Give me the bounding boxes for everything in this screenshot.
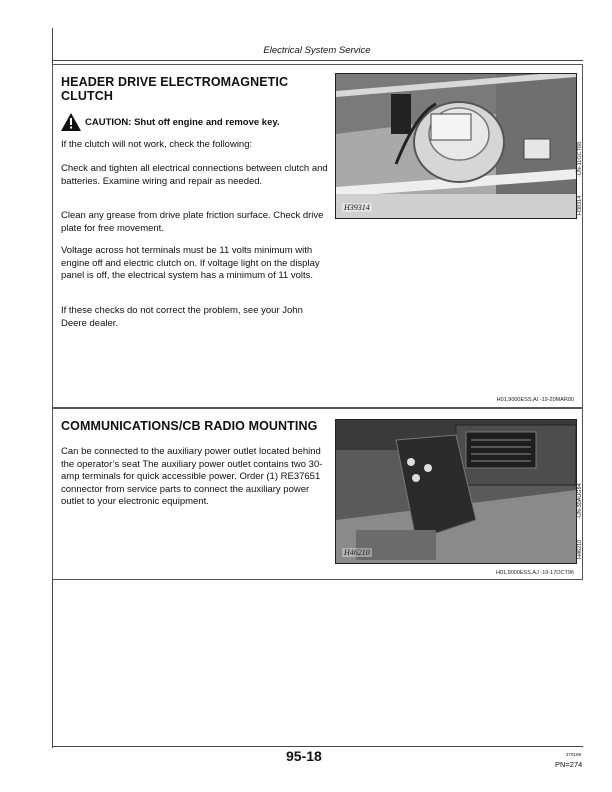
photo-label: H39314 <box>344 203 370 212</box>
page-number: 95-18 <box>286 748 322 764</box>
paragraph: Can be connected to the auxiliary power outlet located behind the operator’s seat The auxiliary power outlet contains two 30-amp terminals for quick accessible power. Order (1) RE37651 connector from service parts to connect the auxiliary power outlet to your electronic equipment. <box>61 446 323 507</box>
paragraph: If the clutch will not work, check the following: <box>61 139 253 150</box>
print-date: 270199 <box>566 752 582 757</box>
section-header-drive-clutch <box>52 64 583 408</box>
caution-notice <box>61 113 280 131</box>
clutch-photo <box>335 73 577 219</box>
image-code: H39314 <box>577 195 583 215</box>
photo-label: H46210 <box>344 548 370 557</box>
page-sequence-number: PN=274 <box>555 760 583 769</box>
caution-text: CAUTION: Shut off engine and remove key. <box>85 116 280 128</box>
section-title: HEADER DRIVE ELECTROMAGNETIC CLUTCH <box>61 75 289 103</box>
image-code: -UN-11OCT88 <box>577 141 583 177</box>
header-rule <box>52 60 583 61</box>
paragraph: Clean any grease from drive plate friction surface. Check drive plate for free movement. <box>61 210 324 234</box>
image-code: H46210 <box>577 539 583 559</box>
section-footer-code: H01,9000ESS,AJ -19-17OCT96 <box>496 570 574 576</box>
paragraph: Voltage across hot terminals must be 11 volts minimum with engine off and electric clutch on. If voltage light on the display panel is off, the electrical system has a minimum of 11 volts. <box>61 245 320 281</box>
clutch-photo-illustration <box>336 74 576 218</box>
warning-triangle-icon <box>61 113 81 131</box>
image-code: -UN-30AUG94 <box>577 483 583 519</box>
footer-rule <box>52 746 583 747</box>
page-header-title: Electrical System Service <box>263 45 371 56</box>
paragraph: Check and tighten all electrical connections between clutch and batteries. Examine wiring and repair as needed. <box>61 163 328 187</box>
power-outlet-photo <box>335 419 577 564</box>
section-cb-radio-mounting <box>52 408 583 580</box>
paragraph: If these checks do not correct the problem, see your John Deere dealer. <box>61 305 303 329</box>
power-outlet-photo-illustration <box>336 420 576 563</box>
section-title: COMMUNICATIONS/CB RADIO MOUNTING <box>61 419 318 433</box>
section-footer-code: H01,9000ESS,AI -19-20MAR00 <box>496 397 574 403</box>
